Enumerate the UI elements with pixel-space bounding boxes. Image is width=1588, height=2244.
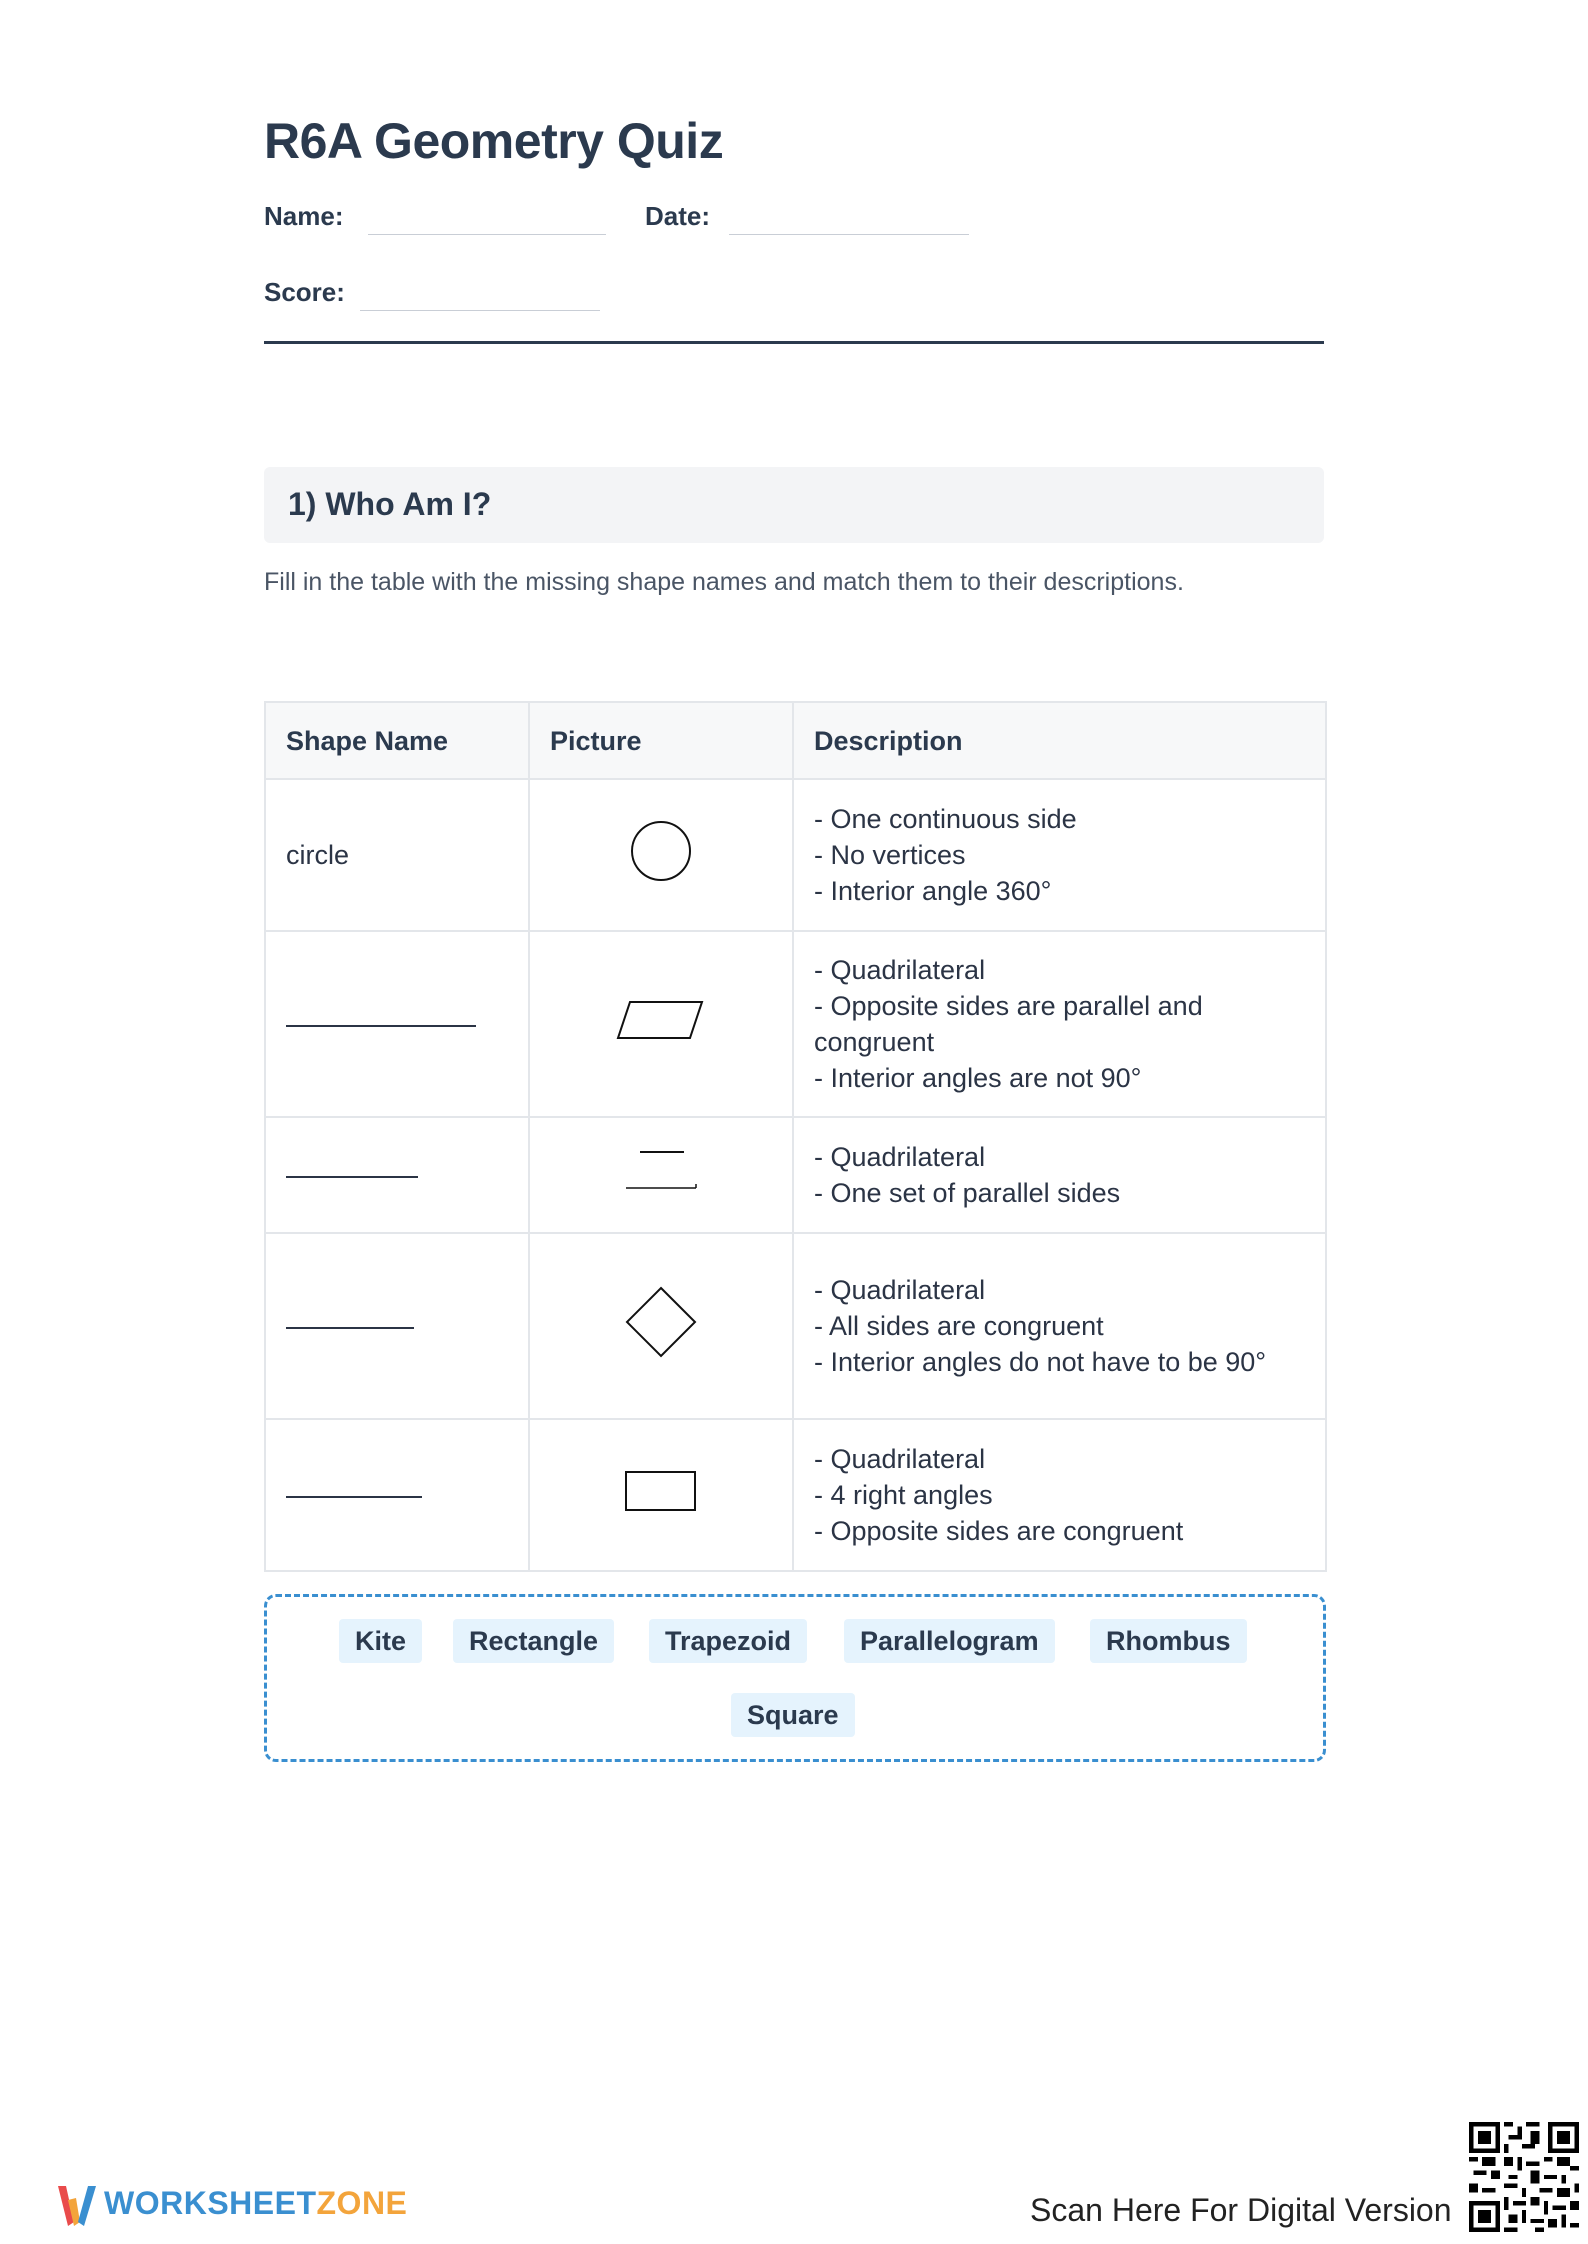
parallelogram-icon — [616, 998, 706, 1042]
picture-cell — [529, 1117, 793, 1233]
shape-table — [264, 701, 1327, 1572]
word-chip-kite[interactable]: Kite — [339, 1619, 422, 1663]
circle-icon — [629, 819, 693, 883]
picture-cell — [529, 931, 793, 1117]
description-line: - Interior angles do not have to be 90° — [814, 1347, 1267, 1377]
score-field[interactable] — [360, 310, 600, 311]
word-chip-trapezoid[interactable]: Trapezoid — [649, 1619, 807, 1663]
description-line: - Opposite sides are congruent — [814, 1516, 1184, 1546]
description-line: - Quadrilateral — [814, 1142, 986, 1172]
table-row — [265, 1233, 1326, 1419]
name-label: Name: — [264, 201, 344, 231]
shape-name-cell — [265, 1233, 529, 1419]
answer-blank[interactable] — [286, 1176, 418, 1178]
rhombus-icon — [625, 1286, 697, 1358]
table-row — [265, 1419, 1326, 1571]
picture-cell — [529, 1419, 793, 1571]
worksheetzone-logo-icon — [56, 2182, 96, 2230]
word-chip-parallelogram[interactable]: Parallelogram — [844, 1619, 1055, 1663]
word-bank — [264, 1594, 1326, 1762]
shape-name-cell — [265, 1117, 529, 1233]
shape-name-cell — [265, 1419, 529, 1571]
table-header-row — [265, 702, 1326, 779]
table-row — [265, 931, 1326, 1117]
description-line: - Quadrilateral — [814, 1444, 986, 1474]
word-chip-rectangle[interactable]: Rectangle — [453, 1619, 614, 1663]
description-line: - All sides are congruent — [814, 1311, 1104, 1341]
table-row — [265, 779, 1326, 931]
description-line: - One continuous side — [814, 804, 1077, 834]
picture-cell — [529, 1233, 793, 1419]
answer-blank[interactable] — [286, 1025, 476, 1027]
word-chip-rhombus[interactable]: Rhombus — [1090, 1619, 1247, 1663]
section-instructions: Fill in the table with the missing shape names and match them to their descriptions. — [264, 568, 1184, 596]
scan-text: Scan Here For Digital Version — [1030, 2192, 1452, 2228]
qr-code-icon[interactable] — [1469, 2122, 1579, 2232]
section-title: 1) Who Am I? — [288, 486, 492, 522]
picture-cell — [529, 779, 793, 931]
description-line: - Quadrilateral — [814, 955, 986, 985]
score-label: Score: — [264, 277, 345, 307]
description-line: - Interior angles are not 90° — [814, 1063, 1142, 1093]
word-chip-square[interactable]: Square — [731, 1693, 855, 1737]
header-description: Description — [793, 702, 1326, 779]
table-row — [265, 1117, 1326, 1233]
brand-logo — [104, 2185, 407, 2222]
name-field[interactable] — [368, 234, 606, 235]
description-line: - Interior angle 360° — [814, 876, 1052, 906]
description-line: - No vertices — [814, 840, 966, 870]
page-title: R6A Geometry Quiz — [264, 113, 724, 169]
description-line: - 4 right angles — [814, 1480, 993, 1510]
trapezoid-icon — [624, 1146, 698, 1196]
shape-name-cell: circle — [265, 779, 529, 931]
description-line: - Opposite sides are parallel and congruent — [814, 991, 1203, 1057]
description-cell — [793, 931, 1326, 1117]
header-divider — [264, 341, 1324, 344]
description-cell — [793, 1117, 1326, 1233]
rectangle-icon — [624, 1469, 698, 1513]
description-line: - One set of parallel sides — [814, 1178, 1121, 1208]
header-shape-name: Shape Name — [265, 702, 529, 779]
brand-text-worksheet: WORKSHEET — [104, 2185, 317, 2221]
date-label: Date: — [645, 201, 711, 231]
description-cell — [793, 1419, 1326, 1571]
brand-text-zone: ZONE — [316, 2185, 408, 2221]
answer-blank[interactable] — [286, 1496, 422, 1498]
shape-name-cell — [265, 931, 529, 1117]
answer-blank[interactable] — [286, 1327, 414, 1329]
description-line: - Quadrilateral — [814, 1275, 986, 1305]
description-cell — [793, 779, 1326, 931]
date-field[interactable] — [729, 234, 969, 235]
header-picture: Picture — [529, 702, 793, 779]
description-cell — [793, 1233, 1326, 1419]
